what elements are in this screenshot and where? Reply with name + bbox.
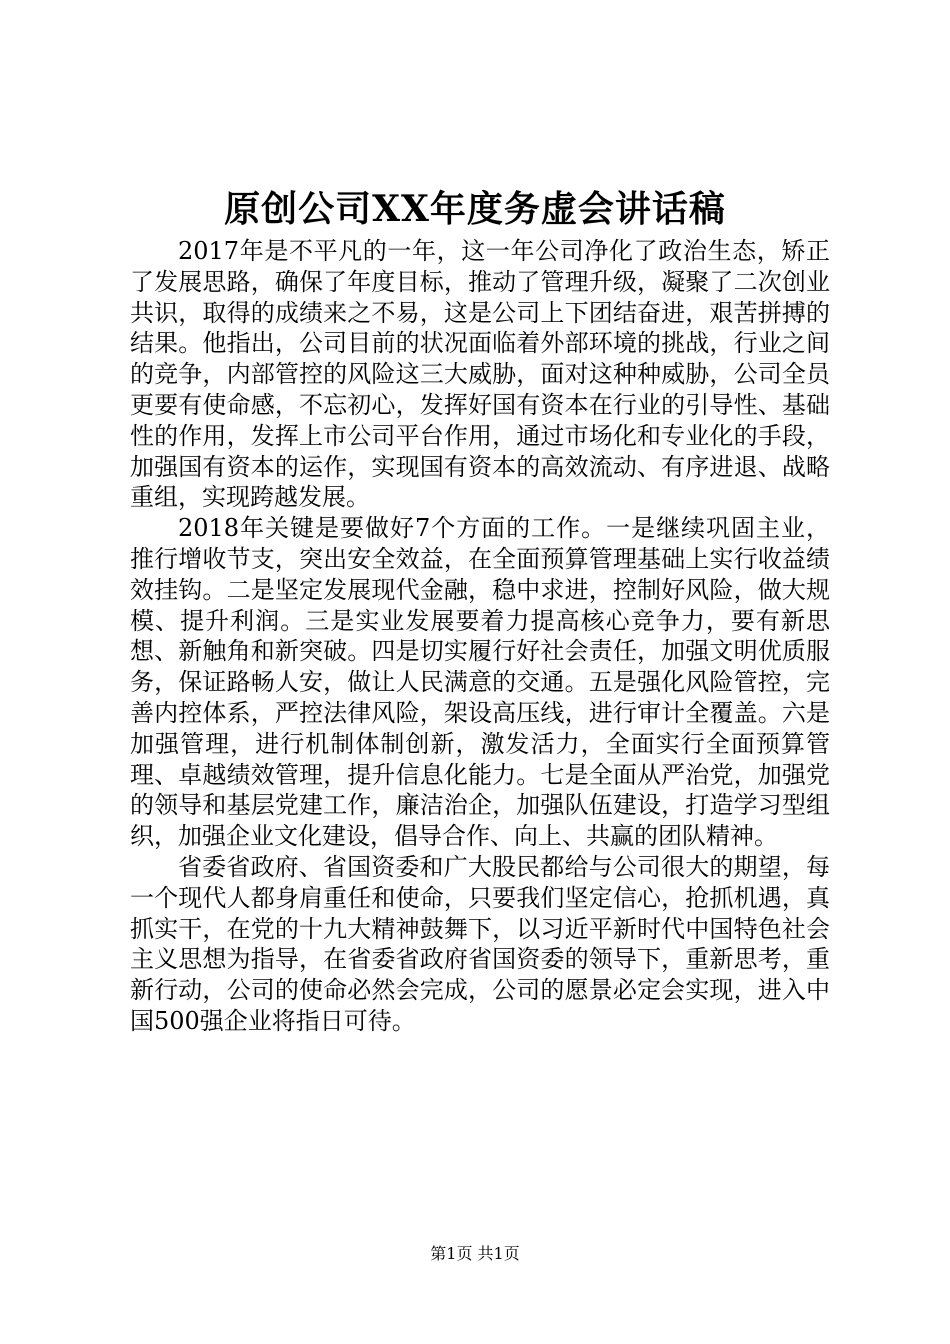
paragraph-2: 2018年关键是要做好7个方面的工作。一是继续巩固主业，推行增收节支，突出安全效益，在全面预算管理基础上实行收益绩效挂钩。二是坚定发展现代金融，稳中求进，控制好风险，做大规模、提升利润。三是实业发展要着力提高核心竞争力，要有新思想、新触角和新突破。四是切实履行好社会责任，加强文明优质服务，保证路畅人安，做让人民满意的交通。五是强化风险管控，完善内控体系，严控法律风险，架设高压线，进行审计全覆盖。六是加强管理，进行机制体制创新，激发活力，全面实行全面预算管理、卓越绩效管理，提升信息化能力。七是全面从严治党，加强党的领导和基层党建工作，廉洁治企，加强队伍建设，打造学习型组织，加强企业文化建设，倡导合作、向上、共赢的团队精神。 [130, 514, 830, 851]
page-footer: 第1页 共1页 [430, 1244, 520, 1263]
document-body [130, 236, 830, 1037]
paragraph-1: 2017年是不平凡的一年，这一年公司净化了政治生态，矫正了发展思路，确保了年度目标，推动了管理升级，凝聚了二次创业共识，取得的成绩来之不易，这是公司上下团结奋进，艰苦拼搏的结果。他指出，公司目前的状况面临着外部环境的挑战，行业之间的竞争，内部管控的风险这三大威胁，面对这种种威胁，公司全员更要有使命感，不忘初心，发挥好国有资本在行业的引导性、基础性的作用，发挥上市公司平台作用，通过市场化和专业化的手段，加强国有资本的运作，实现国有资本的高效流动、有序进退、战略重组，实现跨越发展。 [130, 237, 830, 512]
paragraph-3: 省委省政府、省国资委和广大股民都给与公司很大的期望，每一个现代人都身肩重任和使命，只要我们坚定信心，抢抓机遇，真抓实干，在党的十九大精神鼓舞下，以习近平新时代中国特色社会主义思想为指导，在省委省政府省国资委的领导下，重新思考，重新行动，公司的使命必然会完成，公司的愿景必定会实现，进入中国500强企业将指日可待。 [130, 852, 830, 1035]
document-title: 原创公司XX年度务虚会讲话稿 [224, 188, 726, 230]
